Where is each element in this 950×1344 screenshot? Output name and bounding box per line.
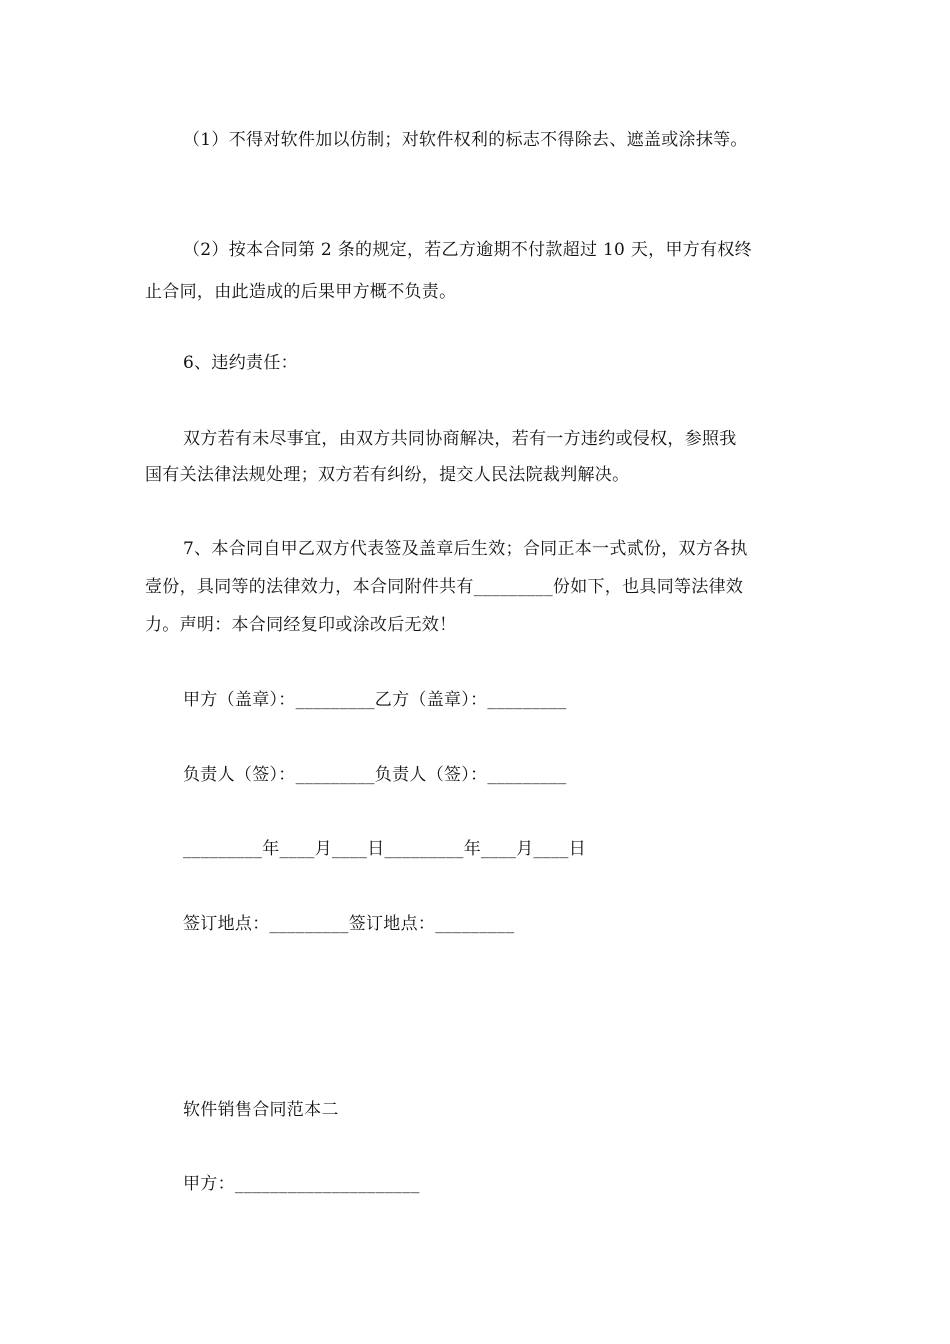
section-6-heading: 6、违约责任：: [183, 353, 298, 373]
signing-location-line: 签订地点：_________签订地点：_________: [183, 914, 515, 934]
breach-paragraph-line-1: 双方若有未尽事宜，由双方共同协商解决，若有一方违约或侵权，参照我: [183, 429, 737, 449]
clause-1-text: （1）不得对软件加以仿制；对软件权利的标志不得除去、遮盖或涂抹等。: [183, 130, 748, 150]
clause-2-text-line-2: 止合同，由此造成的后果甲方概不负责。: [145, 282, 457, 302]
breach-paragraph-line-2: 国有关法律法规处理；双方若有纠纷，提交人民法院裁判解决。: [145, 465, 630, 485]
section-7-line-2: 壹份，具同等的法律效力，本合同附件共有_________份如下，也具同等法律效: [145, 577, 744, 597]
section-7-line-1: 7、本合同自甲乙双方代表签及盖章后生效；合同正本一式贰份，双方各执: [183, 539, 748, 559]
signer-line: 负责人（签）：_________负责人（签）：_________: [183, 765, 567, 785]
template-two-title: 软件销售合同范本二: [183, 1100, 339, 1120]
party-seal-line: 甲方（盖章）：_________乙方（盖章）：_________: [183, 690, 567, 710]
section-7-line-3: 力。声明：本合同经复印或涂改后无效！: [145, 615, 457, 635]
party-a-line: 甲方：_____________________: [183, 1174, 420, 1194]
date-line: _________年____月____日_________年____月____日: [183, 839, 586, 859]
clause-2-text-line-1: （2）按本合同第 2 条的规定，若乙方逾期不付款超过 10 天，甲方有权终: [183, 240, 752, 260]
